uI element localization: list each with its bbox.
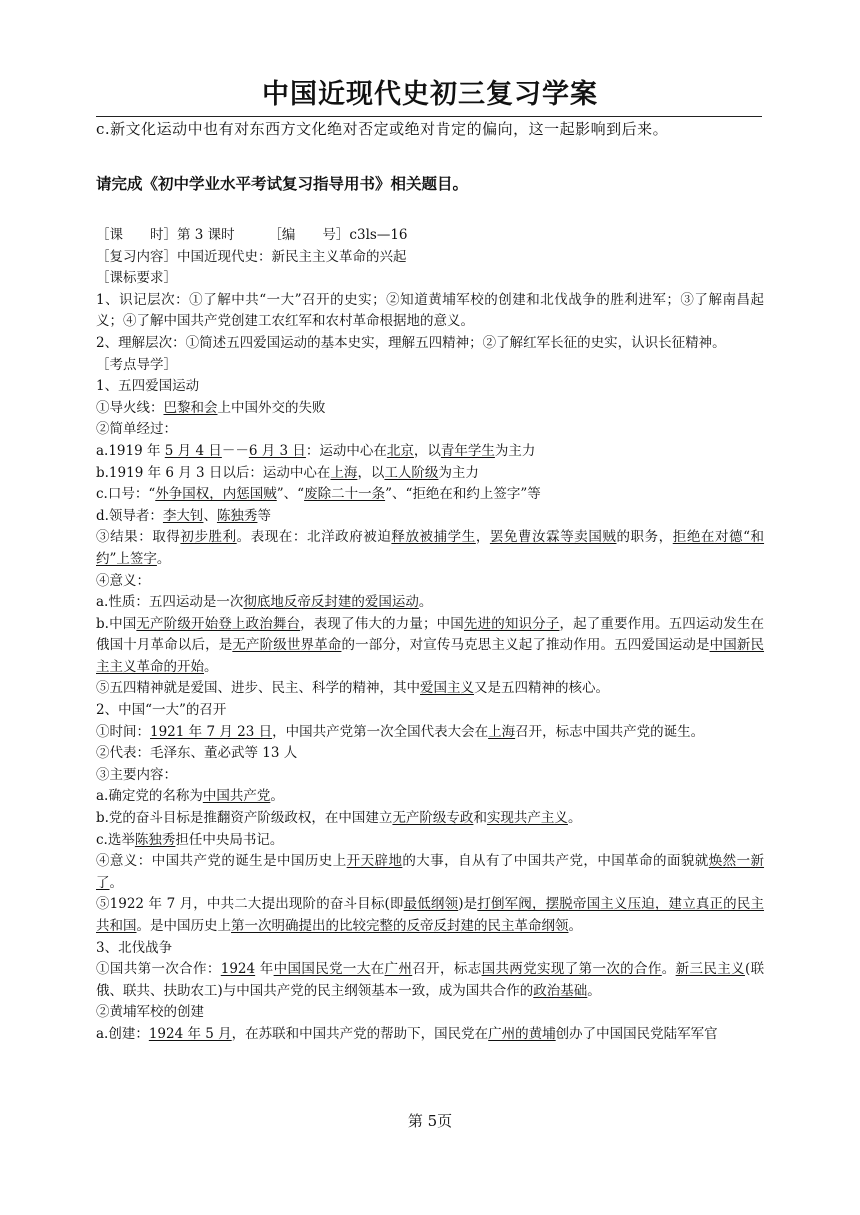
text-run: b.党的奋斗目标是推翻资产阶级政权，在中国建立 [96,810,393,827]
text-run: ［课标要求］ [96,270,177,287]
text-run: 、 [203,507,217,524]
title-divider [96,116,762,117]
text-run: c.选举 [96,831,135,848]
text-run: 1、识记层次：①了解中共“一大”召开的史实；②知道黄埔军校的创建和北伐战争的胜利进军；③了解南昌起义；④了解中国共产党创建工农红军和农村革命根据地的意义。 [96,291,764,330]
underlined-keyword: 青年学生 [440,442,495,459]
paragraph-line [96,506,764,528]
paragraph-line [96,592,764,614]
text-run: 在 [370,961,385,978]
document-body [96,225,764,1046]
underlined-keyword: 陈独秀 [216,507,258,524]
underlined-keyword: 废除二十一条 [304,486,386,503]
underlined-keyword: 先进的知识分子 [463,615,560,632]
underlined-keyword: 1924 年 5 月 [148,1025,232,1042]
underlined-keyword: 无产阶级开始登上政治舞台 [136,615,301,632]
underlined-keyword: 5 月 4 日 [164,442,222,459]
text-run: ⑤1922 年 7 月，中共二大提出现阶的奋斗目标(即 [96,896,404,913]
paragraph-line [96,441,764,463]
text-run: ，表现了伟大的力量；中国 [300,615,464,632]
paragraph-line [96,938,764,960]
underlined-keyword: 初步胜利 [180,529,237,546]
underlined-keyword: 李大钊 [162,507,204,524]
text-run: 1、五四爱国运动 [96,378,200,395]
text-run: ［复习内容］中国近现代史：新民主主义革命的兴起 [96,248,407,265]
paragraph-line [96,743,764,765]
paragraph-line [96,333,764,355]
underlined-keyword: 北京 [386,442,414,459]
intro-line: c.新文化运动中也有对东西方文化绝对否定或绝对肯定的偏向，这一起影响到后来。 [96,120,669,138]
underlined-keyword: 无产阶级世界革命 [232,637,342,654]
text-run: 。表现在：北洋政府被迫 [236,529,392,546]
text-run: ，起了重要作用。五四运动发生在俄国十月革命以后，是 [96,615,764,654]
text-run: ，以 [413,442,441,459]
text-run: 为主力 [494,442,536,459]
paragraph-line [96,419,764,441]
text-run: b.1919 年 6 月 3 日以后：运动中心在 [96,464,331,481]
text-run: 。 [270,788,284,805]
underlined-keyword: 广州的黄埔 [488,1025,556,1042]
paragraph-line [96,225,764,247]
paragraph-line [96,290,764,333]
text-run: ④意义：中国共产党的诞生是中国历史上 [96,853,347,870]
underlined-keyword: 新三民主义 [675,961,745,978]
text-run: (联俄、联共、扶助农工)与中国共产党的民主纲领基本一致，成为国共合作的 [96,961,765,999]
underlined-keyword: 上海 [488,723,516,740]
text-run: a.创建： [96,1025,149,1042]
text-run: d.领导者： [96,507,163,524]
text-run: ④意义： [96,572,150,589]
text-run: 。 [568,918,582,934]
paragraph-line [96,959,764,1002]
text-run: 的职务， [616,529,673,546]
page-number: 第 5页 [407,1112,453,1130]
text-run: ③主要内容： [96,766,177,783]
text-run: 。是中国历史上 [136,918,231,934]
text-run: 为主力 [438,464,479,481]
underlined-keyword: 无产阶级专政 [392,810,474,827]
paragraph-line [96,376,764,398]
text-run: 又是五四精神的核心。 [474,680,609,697]
text-run: 上中国外交的失败 [217,399,326,416]
paragraph-line [96,851,764,894]
text-run: c.口号：“ [96,486,156,503]
underlined-keyword: 工人阶级 [384,464,439,481]
underlined-keyword: 国共两党实现了第一次的合作 [481,961,662,978]
paragraph-line [96,527,764,570]
underlined-keyword: 政治基础 [533,982,588,999]
text-run: a.确定党的名称为 [96,788,203,805]
text-run: 3、北伐战争 [96,939,173,956]
paragraph-line [96,463,764,485]
text-run: a.性质：五四运动是一次 [96,594,244,611]
text-run: b.中国 [96,615,137,632]
text-run: ”、“ [276,486,305,503]
text-run: 召开，标志中国共产党的诞生。 [515,723,705,740]
paragraph-line [96,786,764,808]
underlined-keyword: 广州 [384,961,413,978]
text-run: 担任中央局书记。 [175,831,284,848]
text-run: 和 [473,810,487,827]
underlined-keyword: 开天辟地 [346,853,403,870]
underlined-keyword: 1924 [220,961,256,978]
text-run: ③结果：取得 [96,529,181,546]
page-title: 中国近现代史初三复习学案 [262,79,598,110]
text-run: 2、理解层次：①简述五四爱国运动的基本史实，理解五四精神；②了解红军长征的史实，认识长征精神。 [96,334,726,351]
text-run: a.1919 年 [96,442,165,459]
text-run: ：运动中心在 [305,442,387,459]
text-run: －－ [221,442,249,459]
underlined-keyword: 焕然一新了 [96,853,765,891]
text-run: 。 [109,874,123,891]
paragraph-line [96,765,764,787]
underlined-keyword: 最低纲领 [403,896,459,913]
text-run: ②代表：毛泽东、董必武等 13 人 [96,745,298,762]
text-run: 。 [156,550,171,567]
text-run: ①导火线： [96,399,164,416]
text-run: 。 [567,810,582,827]
text-run: 。 [661,961,676,978]
text-run: ［课 时］第 3 课时 ［编 号］c3ls—16 [96,227,408,243]
text-run: 。 [418,594,433,611]
paragraph-line [96,355,764,377]
underlined-keyword: 彻底地反帝反封建的爱国运动 [243,594,419,611]
text-run: 年 [255,961,274,978]
text-run: ②简单经过： [96,421,177,438]
text-run: 召开，标志 [412,961,482,978]
underlined-keyword: 中国新民主主义革命的开始 [96,637,765,675]
text-run: 。 [587,982,601,999]
underlined-keyword: 中国国民党一大 [273,961,371,978]
underlined-keyword: 1921 年 7 月 23 日 [150,723,273,740]
underlined-keyword: 6 月 3 日 [248,442,306,459]
paragraph-line [96,571,764,593]
text-run: ，中国共产党第一次全国代表大会在 [272,723,489,740]
text-run: )是 [458,896,478,913]
underlined-keyword: 第一次明确提出的比较完整的反帝反封建的民主革命纲领 [231,918,569,934]
paragraph-line [96,247,764,269]
text-run: 创办了中国国民党陆军军官 [555,1025,718,1042]
underlined-keyword: 陈独秀 [134,831,176,848]
paragraph-line [96,894,764,937]
paragraph-line [96,700,764,722]
paragraph-line [96,722,764,744]
instruction-text: 请完成《初中学业水平考试复习指导用书》相关题目。 [96,175,469,193]
paragraph-line [96,1024,764,1046]
text-run: 的大事，自从有了中国共产党，中国革命的面貌就 [402,853,709,870]
paragraph-line [96,614,764,679]
underlined-keyword: 中国共产党 [202,788,271,805]
underlined-keyword: 释放被捕学生 [391,529,476,546]
paragraph-line [96,808,764,830]
paragraph-line [96,398,764,420]
text-run: ①时间： [96,723,150,740]
paragraph-line [96,484,764,506]
text-run: ②黄埔军校的创建 [96,1004,204,1021]
underlined-keyword: 外争国权，内惩国贼 [155,486,277,503]
text-run: ①国共第一次合作： [96,961,221,978]
text-run: ，在苏联和中国共产党的帮助下，国民党在 [231,1025,489,1042]
text-run: ， [475,529,490,546]
text-run: ”、“拒绝在和约上签字”等 [385,486,541,503]
underlined-keyword: 巴黎和会 [163,399,218,416]
underlined-keyword: 罢免曹汝霖等卖国贼 [489,529,617,546]
paragraph-line [96,268,764,290]
paragraph-line [96,678,764,700]
text-run: 。 [204,658,218,675]
text-run: 2、中国“一大”的召开 [96,702,227,719]
text-run: 等 [257,507,271,524]
text-run: ⑤五四精神就是爱国、进步、民主、科学的精神，其中 [96,680,420,697]
underlined-keyword: 拒绝在对德“和约”上签字 [96,529,765,567]
underlined-keyword: 实现共产主义 [486,810,568,827]
underlined-keyword: 上海 [330,464,358,481]
text-run: ［考点导学］ [96,356,177,373]
underlined-keyword: 爱国主义 [420,680,474,697]
underlined-keyword: 打倒军阀，摆脱帝国主义压迫，建立真正的民主共和国 [96,896,765,934]
paragraph-line [96,1002,764,1024]
paragraph-line [96,830,764,852]
text-run: 的一部分，对宣传马克思主义起了推动作用。五四爱国运动是 [341,637,710,654]
text-run: ，以 [357,464,385,481]
